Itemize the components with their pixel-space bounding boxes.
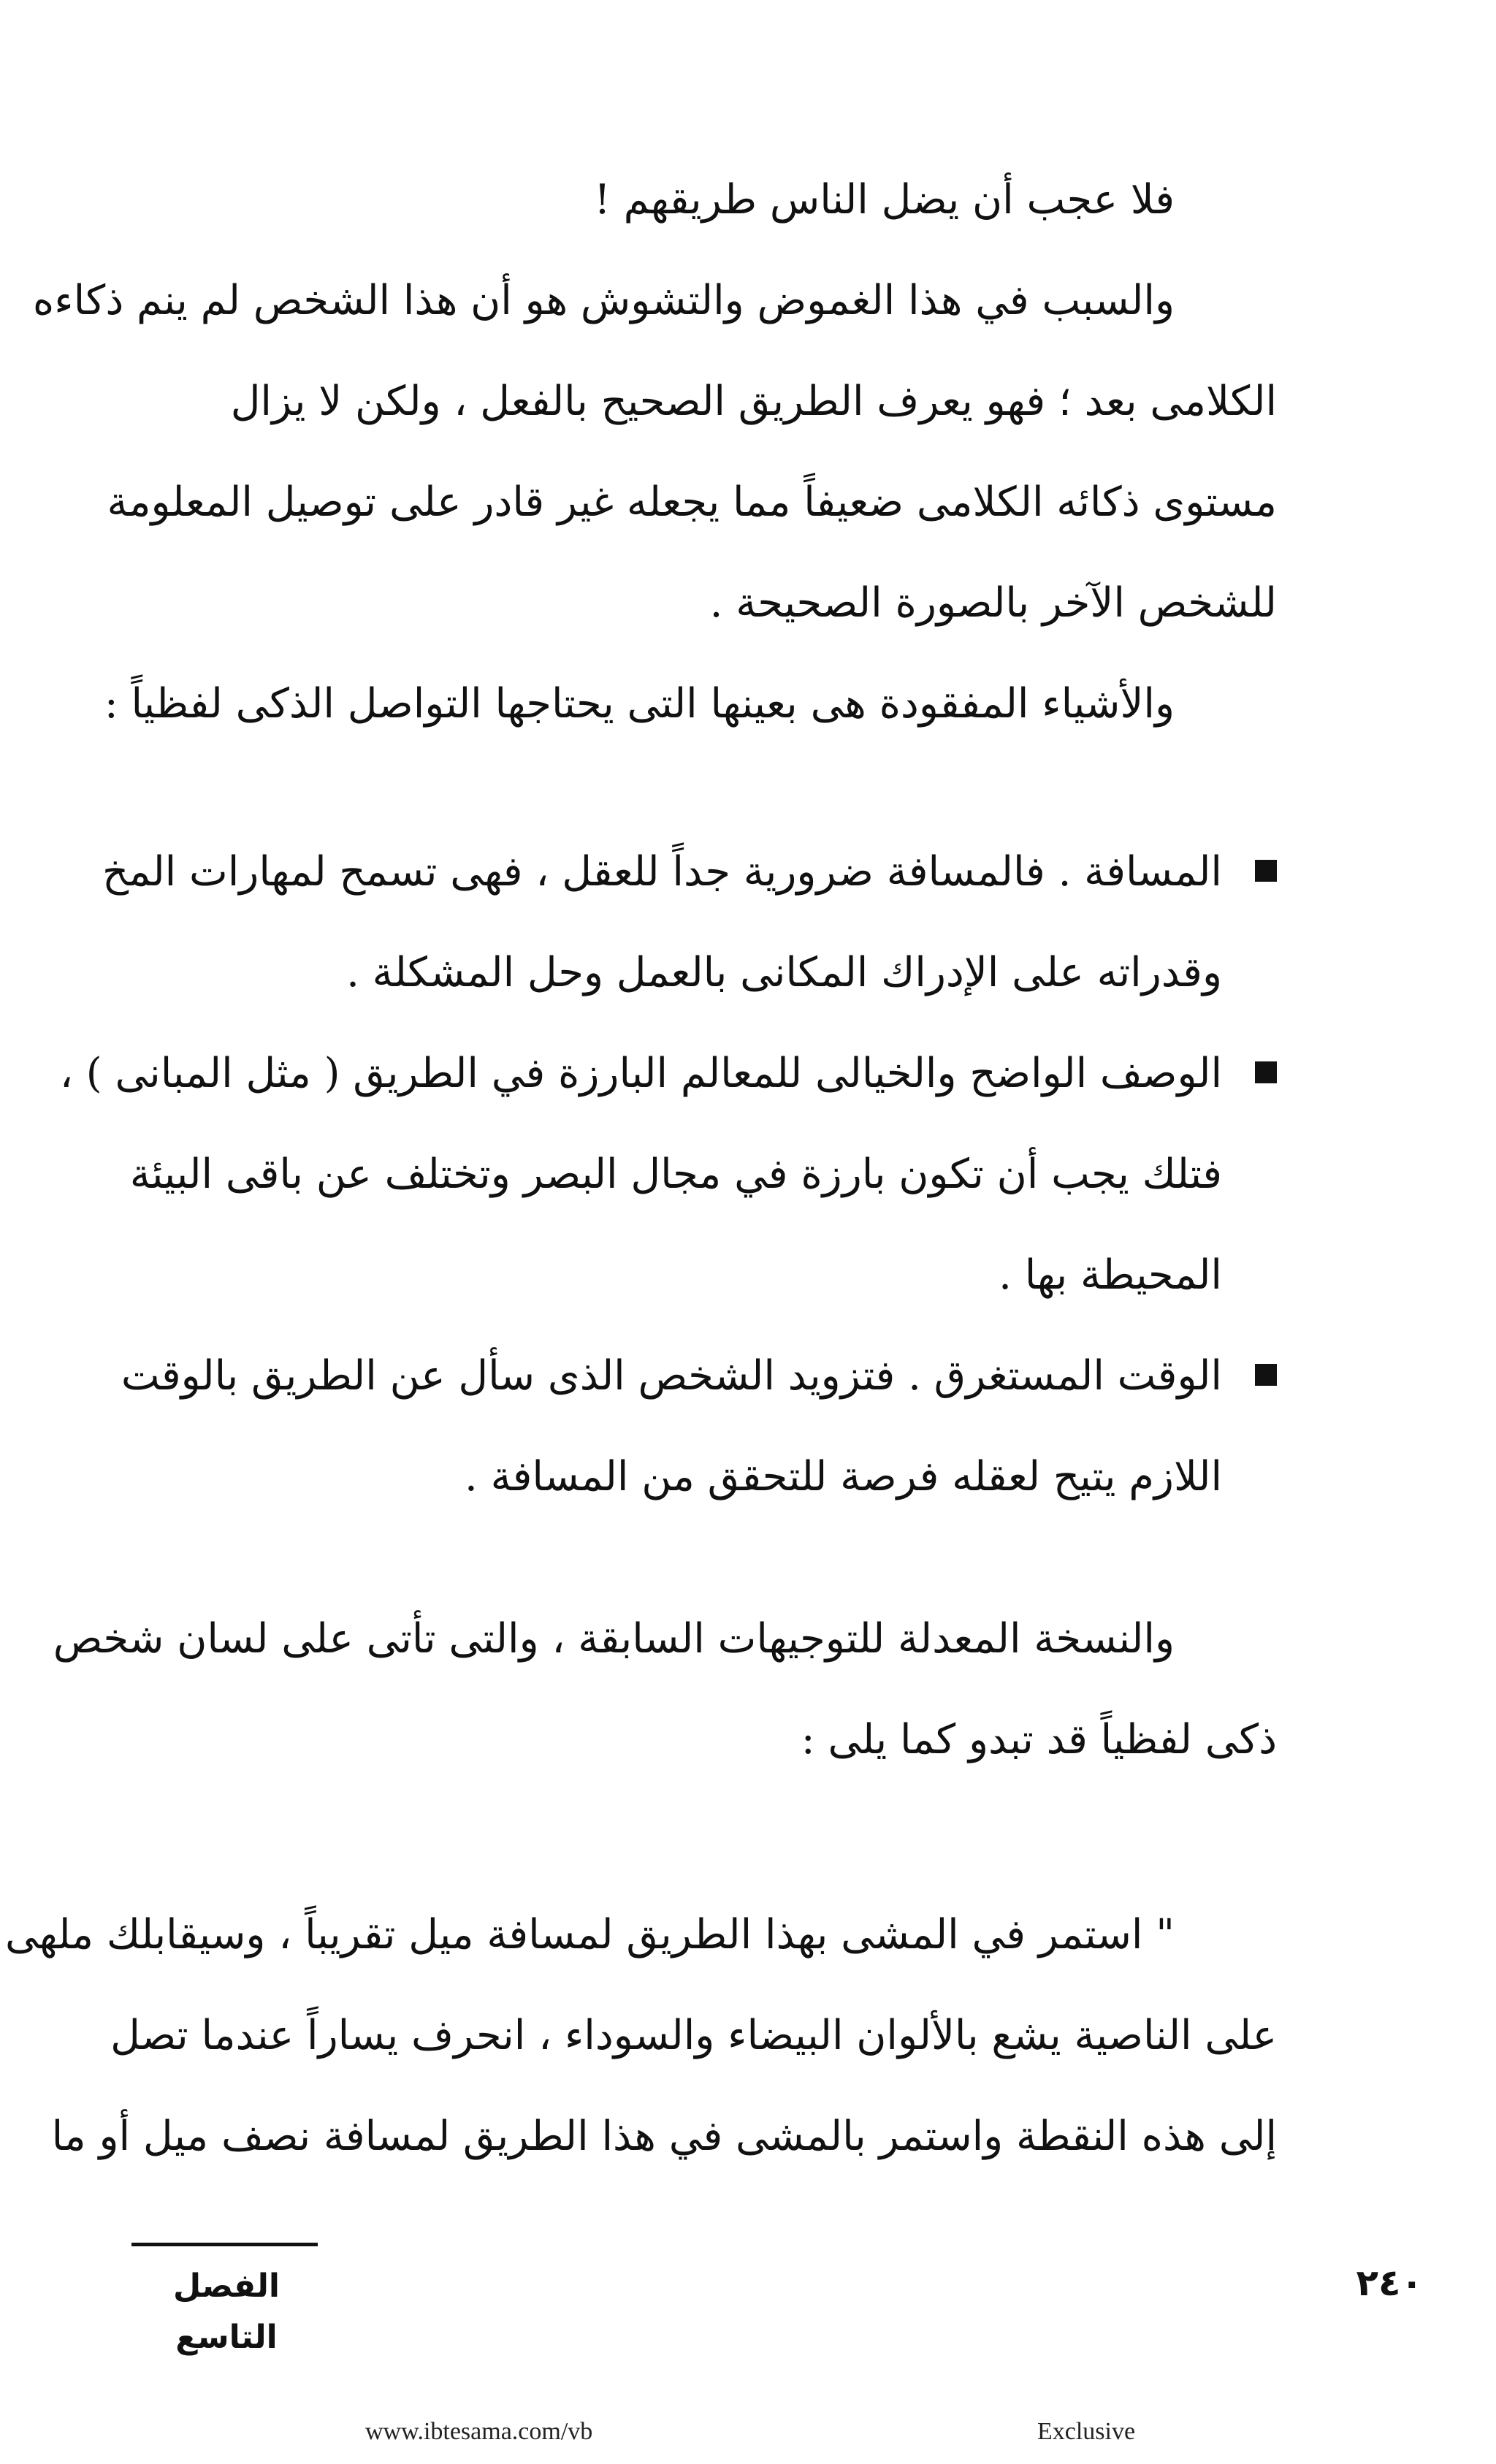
footer-divider [131,2243,318,2246]
bullet-list [59,822,1277,1527]
revised-directions-quote [5,1885,1277,2187]
revised-directions-intro [53,1589,1277,1790]
square-bullet-icon [1255,860,1277,882]
text-line: الوصف الواضح والخيالى للمعالم البارزة في الطريق ( مثل المبانى ) ، [59,1050,1222,1097]
opening-paragraphs [32,150,1277,755]
text-line: ذكى لفظياً قد تبدو كما يلى : [801,1716,1277,1763]
text-line: " استمر في المشى بهذا الطريق لمسافة ميل تقريباً ، وسيقابلك ملهى [5,1911,1175,1958]
chapter-title: الفصل التاسع [173,2267,280,2356]
text-line: فلا عجب أن يضل الناس طريقهم ! [594,176,1175,224]
watermark-tag: Exclusive [1037,2418,1136,2445]
text-line: والأشياء المفقودة هى بعينها التى يحتاجها التواصل الذكى لفظياً : [104,680,1175,728]
text-line: المحيطة بها . [999,1251,1222,1299]
text-line: مستوى ذكائه الكلامى ضعيفاً مما يجعله غير قادر على توصيل المعلومة [107,478,1277,526]
text-line: فتلك يجب أن تكون بارزة في مجال البصر وتختلف عن باقى البيئة [129,1151,1222,1198]
text-line: للشخص الآخر بالصورة الصحيحة . [709,579,1277,627]
text-line: وقدراته على الإدراك المكانى بالعمل وحل المشكلة . [346,949,1222,996]
text-line: المسافة . فالمسافة ضرورية جداً للعقل ، فهى تسمح لمهارات المخ [102,848,1222,896]
text-line: على الناصية يشع بالألوان البيضاء والسوداء ، انحرف يساراً عندما تصل [110,2012,1277,2059]
bullet-item-time [121,1326,1277,1527]
text-line: إلى هذه النقطة واستمر بالمشى في هذا الطريق لمسافة نصف ميل أو ما [51,2113,1277,2160]
bullet-item-landmarks [59,1023,1277,1326]
watermark-url: www.ibtesama.com/vb [365,2418,593,2445]
text-line: الوقت المستغرق . فتزويد الشخص الذى سأل عن الطريق بالوقت [121,1352,1222,1400]
bullet-item-distance [102,822,1277,1023]
text-line: الكلامى بعد ؛ فهو يعرف الطريق الصحيح بالفعل ، ولكن لا يزال [230,378,1277,425]
square-bullet-icon [1255,1061,1277,1083]
text-line: والنسخة المعدلة للتوجيهات السابقة ، والتى تأتى على لسان شخص [53,1615,1175,1663]
text-line: اللازم يتيح لعقله فرصة للتحقق من المسافة . [464,1453,1222,1500]
square-bullet-icon [1255,1364,1277,1386]
page-number: ٢٤٠ [1356,2262,1423,2304]
text-line: والسبب في هذا الغموض والتشوش هو أن هذا الشخص لم ينم ذكاءه [32,277,1175,324]
